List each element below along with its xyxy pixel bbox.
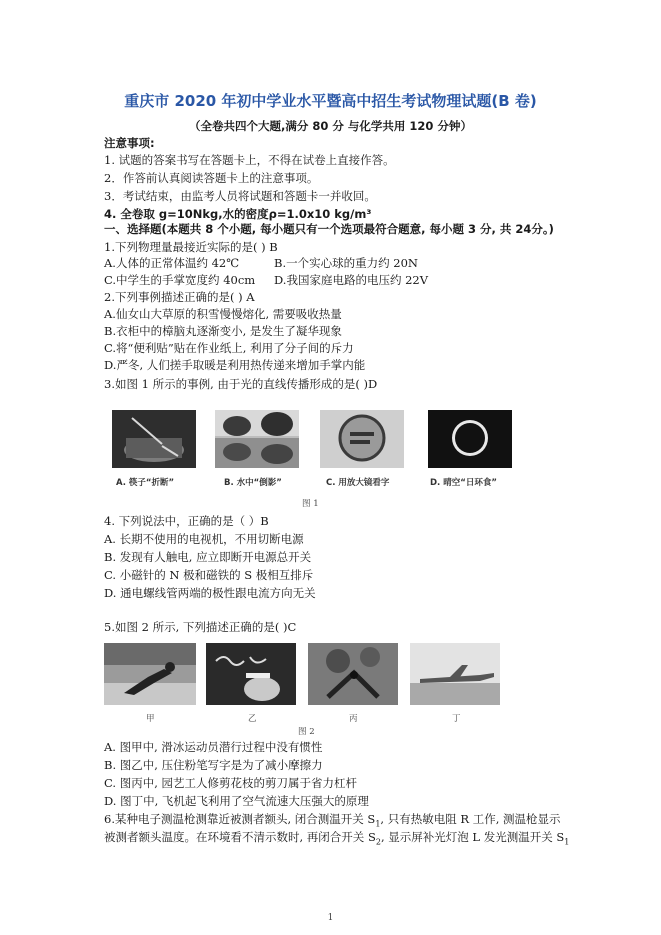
figure1-caption: D. 晴空“日环食” [430, 478, 497, 488]
figure2-label: 图 2 [298, 727, 315, 737]
q6-text: 被测者额头温度。在环境看不清示数时, 再闭合开关 S [104, 830, 376, 844]
question-option: D.严冬, 人们搓手取暖是利用热传递来增加手掌内能 [104, 358, 366, 372]
section-heading: 一、选择题(本题共 8 个小题, 每小题只有一个选项最符合题意, 每小题 3 分, 共 24分。) [104, 222, 554, 236]
figure2-caption: 乙 [248, 714, 257, 724]
question-option: B. 图乙中, 压住粉笔写字是为了减小摩擦力 [104, 758, 323, 772]
question-option: D.我国家庭电路的电压约 22V [274, 273, 429, 287]
q6-subscript: 2 [375, 837, 381, 847]
question-stem: 5.如图 2 所示, 下列描述正确的是( )C [104, 620, 297, 634]
figure2-photo-yi [206, 643, 296, 705]
figure1-caption: B. 水中“倒影” [224, 478, 282, 488]
notice-heading: 注意事项: [104, 136, 155, 150]
figure2-photo-jia [104, 643, 196, 705]
question-stem: 3.如图 1 所示的事例, 由于光的直线传播形成的是( )D [104, 377, 378, 391]
figure2-caption: 丙 [349, 714, 358, 724]
question-option: C.中学生的手掌宽度约 40cm [104, 273, 256, 287]
question-stem: 4. 下列说法中，正确的是（ ）B [104, 514, 269, 528]
figure1-photo-a [112, 410, 196, 468]
figure1-caption: A. 筷子“折断” [116, 478, 175, 488]
figure1-caption: C. 用放大镜看字 [326, 478, 390, 488]
question-option: A.人体的正常体温约 42℃ [104, 256, 240, 270]
question-option: A. 长期不使用的电视机，不用切断电源 [104, 532, 304, 546]
notice-item: 1. 试题的答案书写在答题卡上，不得在试卷上直接作答。 [104, 153, 395, 167]
figure2-caption: 丁 [452, 714, 461, 724]
notice-item: 2．作答前认真阅读答题卡上的注意事项。 [104, 171, 319, 185]
q6-text: , 显示屏补光灯泡 L 发光测温开关 S [380, 830, 565, 844]
question-option: C. 图丙中, 园艺工人修剪花枝的剪刀属于省力杠杆 [104, 776, 358, 790]
question-stem: 1.下列物理量最接近实际的是( ) B [104, 240, 278, 254]
q6-subscript: 1 [564, 837, 570, 847]
question-option: B.衣柜中的樟脑丸逐渐变小, 是发生了凝华现象 [104, 324, 342, 338]
question-option: A. 图甲中, 滑冰运动员潜行过程中没有惯性 [104, 740, 323, 754]
question-stem: 2.下列事例描述正确的是( ) A [104, 290, 255, 304]
exam-title: 重庆市 2020 年初中学业水平暨高中招生考试物理试题(B 卷) [124, 92, 537, 110]
question-option: C.将“便利贴”贴在作业纸上, 利用了分子间的斥力 [104, 341, 354, 355]
exam-subtitle: （全卷共四个大题,满分 80 分 与化学共用 120 分钟） [189, 119, 472, 133]
q6-text: , 只有热敏电阻 R 工作, 测温枪显示 [380, 812, 561, 826]
figure2-caption: 甲 [146, 714, 155, 724]
notice-item: 3．考试结束，由监考人员将试题和答题卡一并收回。 [104, 189, 376, 203]
question-option: B. 发现有人触电, 应立即断开电源总开关 [104, 550, 312, 564]
q6-subscript: 1 [375, 819, 381, 829]
notice-item: 4. 全卷取 g=10Nkg,水的密度ρ=1.0x10 kg/m³ [104, 207, 372, 221]
q6-text: 6.某种电子测温枪测靠近被测者额头, 闭合测温开关 S [104, 812, 376, 826]
figure1-photo-b [215, 410, 299, 468]
page-number: 1 [327, 913, 334, 923]
question-option: B.一个实心球的重力约 20N [274, 256, 418, 270]
figure2-photo-bing [308, 643, 398, 705]
question-stem [104, 812, 561, 831]
question-option: D. 图丁中, 飞机起飞利用了空气流速大压强大的原理 [104, 794, 369, 808]
figure1-photo-c [320, 410, 404, 468]
figure2-photo-ding [410, 643, 500, 705]
figure1-label: 图 1 [302, 499, 319, 509]
question-option: C. 小磁针的 N 极和磁铁的 S 极相互排斥 [104, 568, 314, 582]
question-stem-continued [104, 830, 569, 849]
question-option: D. 通电螺线管两端的极性跟电流方向无关 [104, 586, 316, 600]
figure1-photo-d [428, 410, 512, 468]
question-option: A.仙女山大草原的积雪慢慢熔化, 需要吸收热量 [104, 307, 342, 321]
